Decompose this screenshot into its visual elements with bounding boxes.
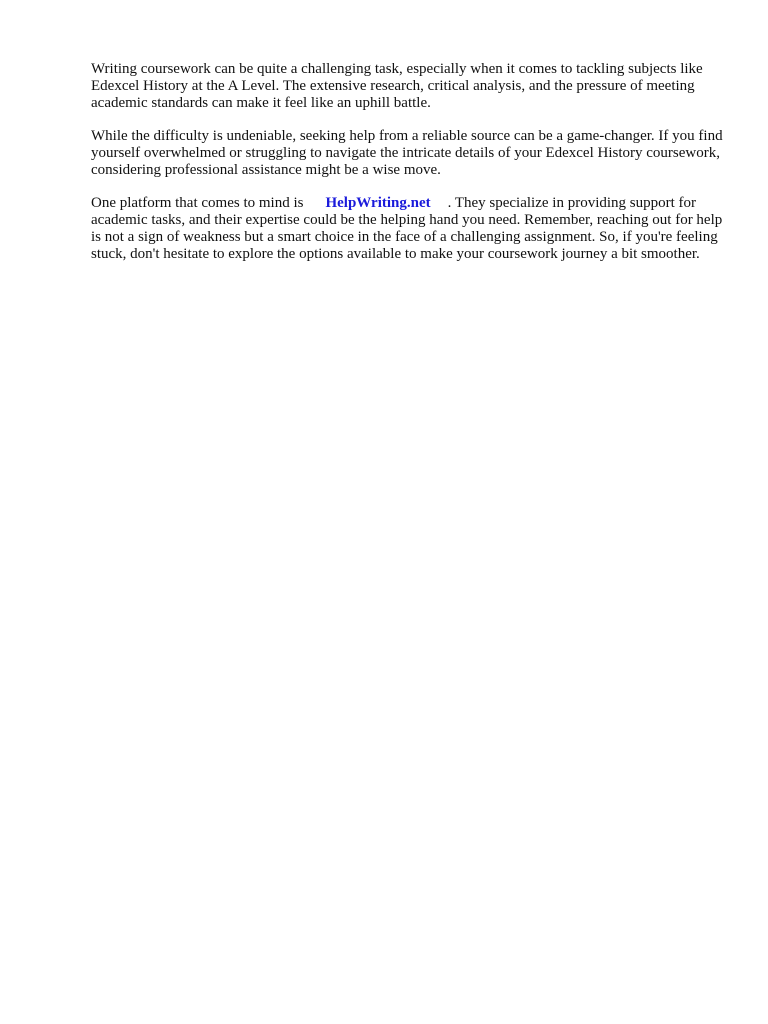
paragraph-help: While the difficulty is undeniable, seeking help from a reliable source can be a game-changer. If you find yourself overwhelmed or struggling to navigate the intricate details of your Edexcel History coursework, considering professional assistance might be a wise move.: [91, 128, 723, 178]
helpwriting-link[interactable]: HelpWriting.net: [325, 195, 431, 211]
closing-text-after-link: . They specialize in providing support for academic tasks, and their expertise could be the helping hand you need. Remember, reaching out for help is not a sign of weakness but a smart choice in the face of a challenging assignment. So, if you're feeling stuck, don't hesitate to explore the options available to make your coursework journey a bit smoother.: [91, 195, 723, 262]
document-body: [91, 61, 731, 279]
closing-text-before-link: One platform that comes to mind is: [91, 195, 304, 211]
paragraph-intro: Writing coursework can be quite a challenging task, especially when it comes to tackling subjects like Edexcel History at the A Level. The extensive research, critical analysis, and the pressure of meeting academic standards can make it feel like an uphill battle.: [91, 61, 703, 111]
paragraph-closing: [91, 195, 731, 263]
